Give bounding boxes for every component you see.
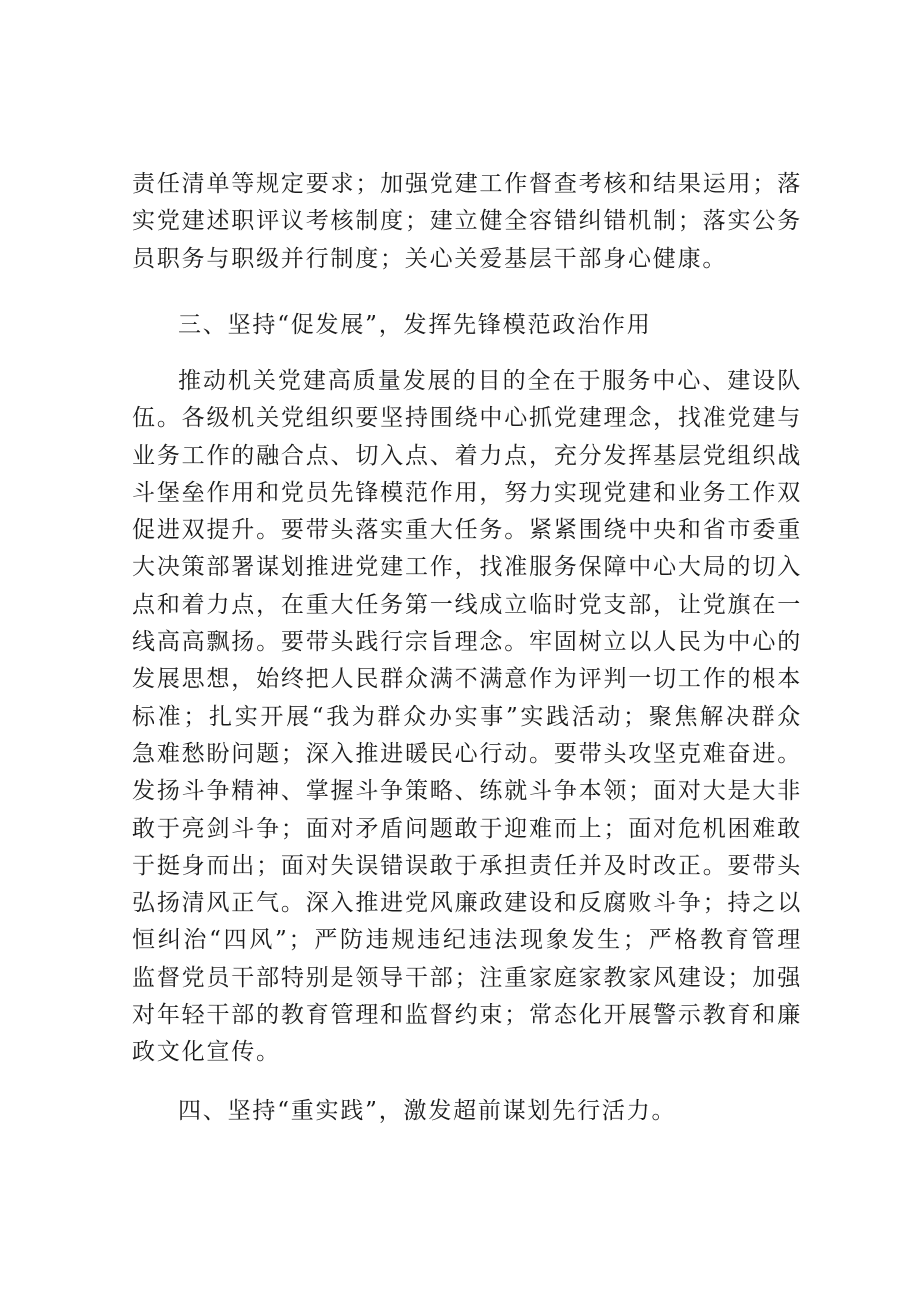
paragraph-three: 推动机关党建高质量发展的目的全在于服务中心、建设队伍。各级机关党组织要坚持围绕中心抓党建理念，找准党建与业务工作的融合点、切入点、着力点，充分发挥基层党组织战斗堡垒作用和党员先锋模范作用，努力实现党建和业务工作双促进双提升。要带头落实重大任务。紧紧围绕中央和省市委重大决策部署谋划推进党建工作，找准服务保障中心大局的切入点和着力点，在重大任务第一线成立临时党支部，让党旗在一线高高飘扬。要带头践行宗旨理念。牢固树立以人民为中心的发展思想，始终把人民群众满不满意作为评判一切工作的根本标准；扎实开展“我为群众办实事”实践活动；聚焦解决群众急难愁盼问题；深入推进暖民心行动。要带头攻坚克难奋进。发扬斗争精神、掌握斗争策略、练就斗争本领；面对大是大非敢于亮剑斗争；面对矛盾问题敢于迎难而上；面对危机困难敢于挺身而出；面对失误错误敢于承担责任并及时改正。要带头弘扬清风正气。深入推进党风廉政建设和反腐败斗争；持之以恒纠治“四风”；严防违规违纪违法现象发生；严格教育管理监督党员干部特别是领导干部；注重家庭家教家风建设；加强对年轻干部的教育管理和监督约束；常态化开展警示教育和廉政文化宣传。 [132, 368, 802, 1066]
continuation-block [132, 166, 802, 278]
heading-three-block [132, 307, 802, 344]
heading-four-block [132, 1093, 802, 1130]
paragraph-three-block [132, 363, 802, 1072]
section-heading-four: 四、坚持“重实践”，激发超前谋划先行活力。 [178, 1098, 677, 1124]
paragraph-continuation: 责任清单等规定要求；加强党建工作督查考核和结果运用；落实党建述职评议考核制度；建立健全容错纠错机制；落实公务员职务与职级并行制度；关心关爱基层干部身心健康。 [132, 171, 802, 272]
section-heading-three: 三、坚持“促发展”，发挥先锋模范政治作用 [178, 312, 652, 338]
